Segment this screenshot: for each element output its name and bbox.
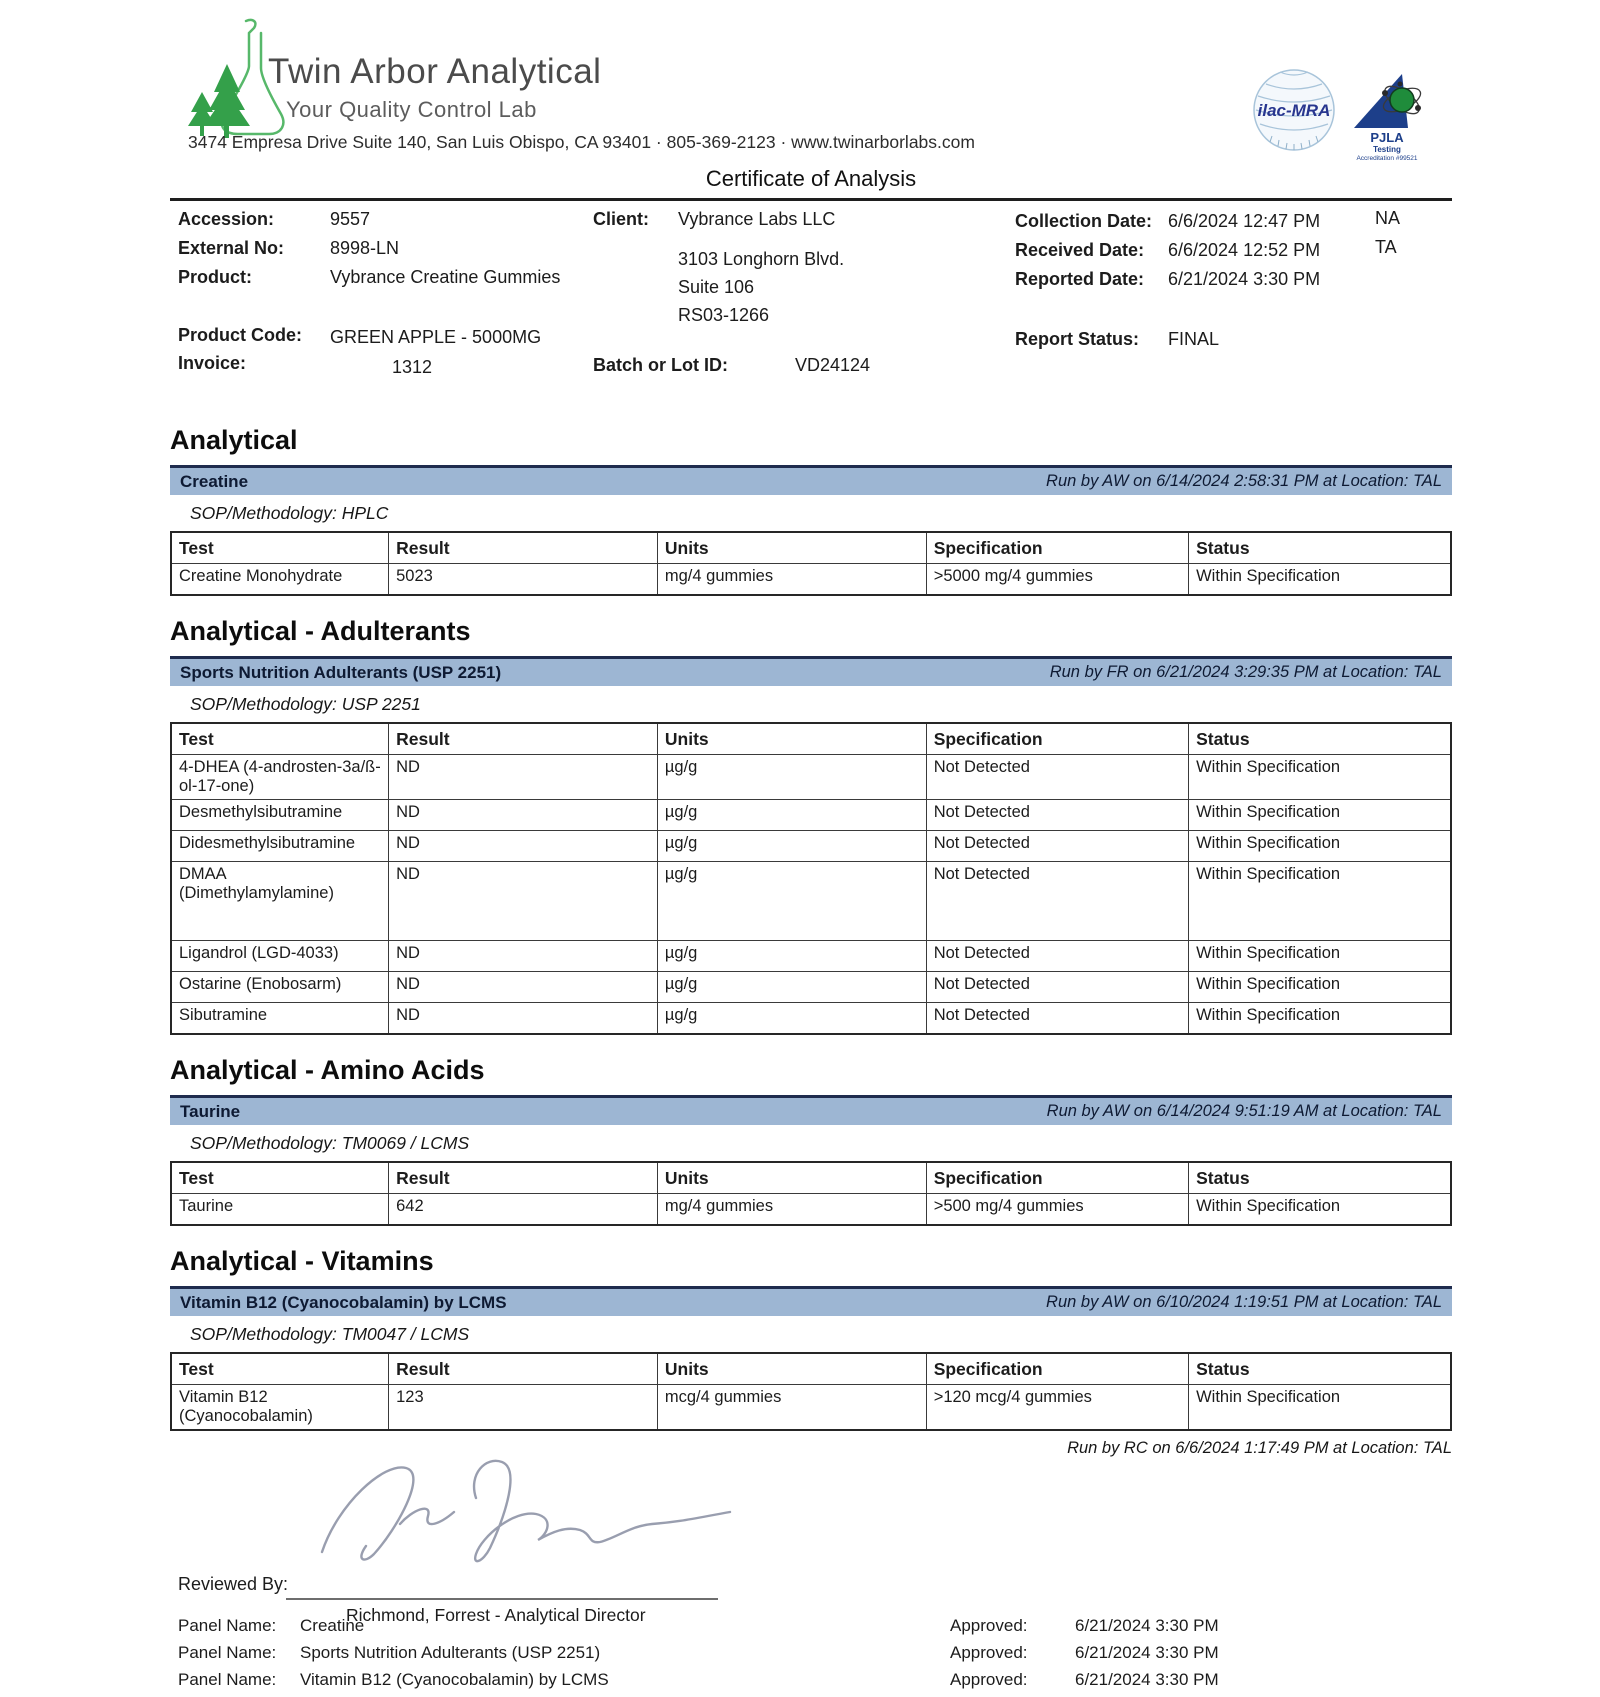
panel-run-info: Run by AW on 6/14/2024 9:51:19 AM at Location: TAL <box>1046 1102 1442 1120</box>
panel-run-info: Run by AW on 6/14/2024 2:58:31 PM at Location: TAL <box>1046 472 1442 490</box>
results-table-creatine <box>170 531 1452 596</box>
signature-image <box>300 1452 760 1582</box>
client-address-line2: Suite 106 <box>678 277 755 297</box>
cell-status: Within Specification <box>1189 1385 1451 1431</box>
document-title: Certificate of Analysis <box>705 166 917 191</box>
received-flag: TA <box>1375 237 1397 257</box>
panel-banner-title: Sports Nutrition Adulterants (USP 2251) <box>180 662 502 682</box>
reported-date-label: Reported Date: <box>1015 269 1145 289</box>
approved-label: Approved: <box>950 1670 1028 1689</box>
col-status: Status <box>1189 532 1451 564</box>
cell-test: Taurine <box>171 1194 389 1226</box>
col-specification: Specification <box>926 723 1188 755</box>
cell-specification: Not Detected <box>926 800 1188 831</box>
document-body <box>170 0 1452 1697</box>
report-status-value: FINAL <box>1168 329 1220 349</box>
panel-banner-creatine <box>170 465 1452 495</box>
received-date-label: Received Date: <box>1015 240 1145 260</box>
section-heading-vitamins: Analytical - Vitamins <box>170 1246 434 1276</box>
panel-name-value: Creatine <box>300 1616 365 1635</box>
panel-approval-row <box>170 1670 1452 1697</box>
cell-units: mg/4 gummies <box>657 564 926 596</box>
panel-approvals <box>170 1616 1452 1697</box>
table-row <box>171 831 1451 862</box>
section-heading-adulterants: Analytical - Adulterants <box>170 616 471 646</box>
cell-specification: Not Detected <box>926 972 1188 1003</box>
approved-label: Approved: <box>950 1643 1028 1662</box>
cell-specification: Not Detected <box>926 1003 1188 1035</box>
cell-units: mg/4 gummies <box>657 1194 926 1226</box>
panel-banner-title: Vitamin B12 (Cyanocobalamin) by LCMS <box>180 1292 507 1312</box>
client-address-line1: 3103 Longhorn Blvd. <box>678 249 845 269</box>
col-specification: Specification <box>926 532 1188 564</box>
cell-specification: Not Detected <box>926 862 1188 941</box>
panel-name-value: Vitamin B12 (Cyanocobalamin) by LCMS <box>300 1670 609 1689</box>
cell-test: Desmethylsibutramine <box>171 800 389 831</box>
cell-units: mcg/4 gummies <box>657 1385 926 1431</box>
cell-units: µg/g <box>657 941 926 972</box>
collection-date-value: 6/6/2024 12:47 PM <box>1168 211 1321 231</box>
col-result: Result <box>389 1162 658 1194</box>
panel-name-value: Sports Nutrition Adulterants (USP 2251) <box>300 1643 601 1662</box>
invoice-value: 1312 <box>392 357 433 377</box>
table-row <box>171 564 1451 596</box>
cell-status: Within Specification <box>1189 1003 1451 1035</box>
table-row <box>171 1194 1451 1226</box>
cell-status: Within Specification <box>1189 972 1451 1003</box>
panel-run-info: Run by AW on 6/10/2024 1:19:51 PM at Location: TAL <box>1046 1293 1442 1311</box>
table-header-row <box>171 1353 1451 1385</box>
panel-name-label: Panel Name: <box>178 1670 277 1689</box>
sop-methodology: SOP/Methodology: TM0047 / LCMS <box>190 1324 470 1344</box>
pjla-testing-label: Testing <box>1373 145 1401 154</box>
signature-block <box>170 1464 1452 1625</box>
results-table-taurine <box>170 1161 1452 1226</box>
client-label: Client: <box>593 209 649 229</box>
section-heading-amino-acids: Analytical - Amino Acids <box>170 1055 485 1085</box>
cell-test: DMAA (Dimethylamylamine) <box>171 862 389 941</box>
reviewer-name-title: Richmond, Forrest - Analytical Director <box>346 1605 646 1625</box>
results-table-adulterants <box>170 722 1452 1035</box>
table-row <box>171 941 1451 972</box>
cell-specification: >5000 mg/4 gummies <box>926 564 1188 596</box>
col-status: Status <box>1189 1162 1451 1194</box>
cell-specification: >120 mcg/4 gummies <box>926 1385 1188 1431</box>
product-value: Vybrance Creatine Gummies <box>330 267 561 287</box>
col-test: Test <box>171 532 389 564</box>
panel-run-info: Run by FR on 6/21/2024 3:29:35 PM at Location: TAL <box>1049 663 1442 681</box>
company-address: 3474 Empresa Drive Suite 140, San Luis Obispo, CA 93401 · 805-369-2123 · www.twinarborlabs.com <box>188 132 975 152</box>
cell-test: Ostarine (Enobosarm) <box>171 972 389 1003</box>
accession-label: Accession: <box>178 209 275 229</box>
cell-specification: >500 mg/4 gummies <box>926 1194 1188 1226</box>
cell-result: ND <box>389 800 658 831</box>
cell-result: ND <box>389 831 658 862</box>
col-status: Status <box>1189 723 1451 755</box>
product-label: Product: <box>178 267 252 287</box>
panel-approval-row <box>170 1616 1452 1643</box>
cell-units: µg/g <box>657 755 926 800</box>
cell-units: µg/g <box>657 972 926 1003</box>
cell-status: Within Specification <box>1189 862 1451 941</box>
cell-status: Within Specification <box>1189 800 1451 831</box>
table-row <box>171 1385 1451 1431</box>
reported-date-value: 6/21/2024 3:30 PM <box>1168 269 1321 289</box>
col-units: Units <box>657 532 926 564</box>
company-tagline: Your Quality Control Lab <box>286 97 537 122</box>
approved-date: 6/21/2024 3:30 PM <box>1075 1670 1219 1689</box>
cell-result: ND <box>389 941 658 972</box>
external-no-value: 8998-LN <box>330 238 400 258</box>
company-name: Twin Arbor Analytical <box>268 52 602 91</box>
approved-label: Approved: <box>950 1616 1028 1635</box>
approved-date: 6/21/2024 3:30 PM <box>1075 1616 1219 1635</box>
col-units: Units <box>657 723 926 755</box>
client-name: Vybrance Labs LLC <box>678 209 836 229</box>
sample-info-block <box>170 201 1452 405</box>
table-header-row <box>171 1162 1451 1194</box>
cell-specification: Not Detected <box>926 755 1188 800</box>
sop-methodology: SOP/Methodology: HPLC <box>190 503 389 523</box>
col-specification: Specification <box>926 1353 1188 1385</box>
table-row <box>171 972 1451 1003</box>
sop-methodology: SOP/Methodology: TM0069 / LCMS <box>190 1133 470 1153</box>
cell-status: Within Specification <box>1189 755 1451 800</box>
pjla-title: PJLA <box>1370 130 1404 145</box>
col-result: Result <box>389 532 658 564</box>
report-status-label: Report Status: <box>1015 329 1140 349</box>
cell-units: µg/g <box>657 1003 926 1035</box>
table-row <box>171 862 1451 941</box>
panel-name-label: Panel Name: <box>178 1643 277 1662</box>
sop-methodology: SOP/Methodology: USP 2251 <box>190 694 421 714</box>
cell-result: 123 <box>389 1385 658 1431</box>
cell-result: ND <box>389 755 658 800</box>
panel-banner-taurine <box>170 1095 1452 1125</box>
cell-result: 5023 <box>389 564 658 596</box>
table-row <box>171 1003 1451 1035</box>
col-test: Test <box>171 1162 389 1194</box>
col-status: Status <box>1189 1353 1451 1385</box>
results-table-vitamin-b12 <box>170 1352 1452 1431</box>
received-date-value: 6/6/2024 12:52 PM <box>1168 240 1321 260</box>
cell-status: Within Specification <box>1189 941 1451 972</box>
col-test: Test <box>171 723 389 755</box>
table-row <box>171 800 1451 831</box>
cell-result: 642 <box>389 1194 658 1226</box>
cell-test: 4-DHEA (4-androsten-3a/ß-ol-17-one) <box>171 755 389 800</box>
col-units: Units <box>657 1353 926 1385</box>
accession-value: 9557 <box>330 209 371 229</box>
table-header-row <box>171 723 1451 755</box>
table-header-row <box>171 532 1451 564</box>
cell-status: Within Specification <box>1189 1194 1451 1226</box>
cell-test: Didesmethylsibutramine <box>171 831 389 862</box>
collection-flag: NA <box>1375 208 1401 228</box>
panel-banner-adulterants <box>170 656 1452 686</box>
pjla-accreditation-number: Accreditation #99521 <box>1356 155 1418 162</box>
cell-units: µg/g <box>657 831 926 862</box>
ilac-mra-label: ilac-MRA <box>1257 101 1331 120</box>
cell-units: µg/g <box>657 862 926 941</box>
cell-units: µg/g <box>657 800 926 831</box>
vitamin-b12-run-info: Run by RC on 6/6/2024 1:17:49 PM at Location: TAL <box>1067 1439 1452 1457</box>
cell-status: Within Specification <box>1189 831 1451 862</box>
col-test: Test <box>171 1353 389 1385</box>
cell-test: Ligandrol (LGD-4033) <box>171 941 389 972</box>
approved-date: 6/21/2024 3:30 PM <box>1075 1643 1219 1662</box>
signature-line <box>286 1598 718 1600</box>
panel-approval-row <box>170 1643 1452 1670</box>
col-result: Result <box>389 1353 658 1385</box>
client-address-line3: RS03-1266 <box>678 305 770 325</box>
panel-name-label: Panel Name: <box>178 1616 277 1635</box>
batch-lot-value: VD24124 <box>795 355 871 375</box>
cell-result: ND <box>389 862 658 941</box>
cell-specification: Not Detected <box>926 831 1188 862</box>
external-no-label: External No: <box>178 238 285 258</box>
panel-banner-title: Taurine <box>180 1101 241 1121</box>
panel-banner-title: Creatine <box>180 471 249 491</box>
collection-date-label: Collection Date: <box>1015 211 1153 231</box>
cell-result: ND <box>389 1003 658 1035</box>
col-units: Units <box>657 1162 926 1194</box>
cell-test: Vitamin B12 (Cyanocobalamin) <box>171 1385 389 1431</box>
section-heading-analytical: Analytical <box>170 425 298 455</box>
cell-result: ND <box>389 972 658 1003</box>
reviewed-by-label: Reviewed By: <box>178 1574 289 1594</box>
batch-lot-label: Batch or Lot ID: <box>593 355 728 375</box>
invoice-label: Invoice: <box>178 353 247 373</box>
col-result: Result <box>389 723 658 755</box>
product-code-label: Product Code: <box>178 325 302 345</box>
cell-specification: Not Detected <box>926 941 1188 972</box>
cell-status: Within Specification <box>1189 564 1451 596</box>
table-row <box>171 755 1451 800</box>
cell-test: Creatine Monohydrate <box>171 564 389 596</box>
col-specification: Specification <box>926 1162 1188 1194</box>
cell-test: Sibutramine <box>171 1003 389 1035</box>
panel-banner-vitamin-b12 <box>170 1286 1452 1316</box>
product-code-value: GREEN APPLE - 5000MG <box>330 327 542 347</box>
